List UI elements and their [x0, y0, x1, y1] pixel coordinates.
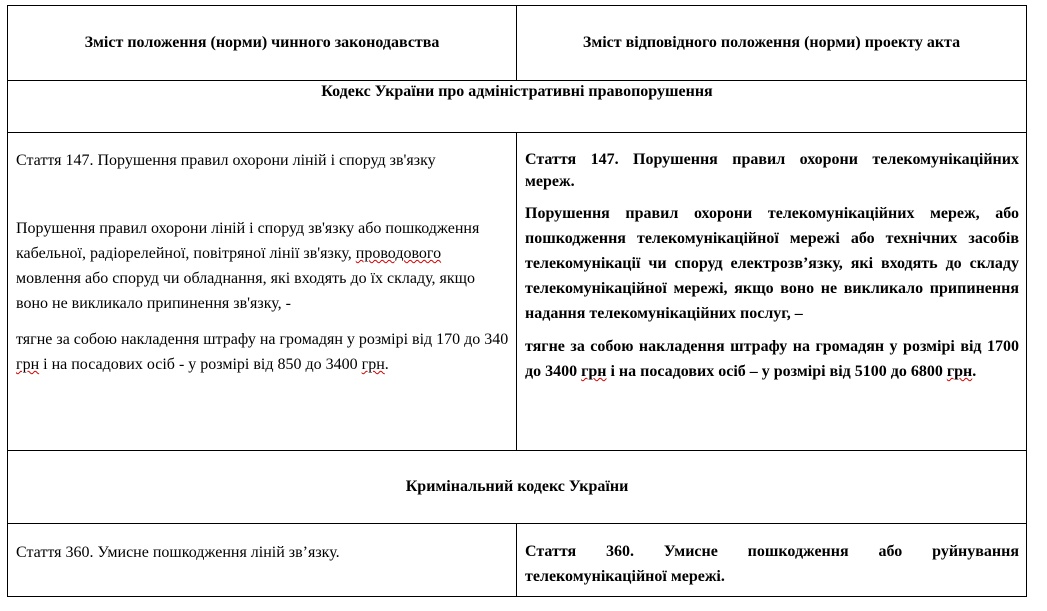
section-title-admin-code: Кодекс України про адміністративні правопорушення — [8, 81, 1027, 133]
current-article-147-title: Стаття 147. Порушення правил охорони ліній і споруд зв'язку — [16, 152, 436, 169]
proposed-article-360-title: Стаття 360. Умисне пошкодження або руйнування телекомунікаційної мережі. — [525, 543, 1019, 585]
proposed-article-147-para1: Порушення правил охорони телекомунікаційних мереж, або пошкодження телекомунікаційної мережі або технічних засобів телекомунікації чи споруд електрозв’язку, які входять до складу телекомунікаційної мережі, якщо воно не викликало припинення надання телекомунікаційних послуг, – — [525, 205, 1019, 322]
header-current-law: Зміст положення (норми) чинного законодавства — [8, 6, 517, 81]
current-article-360-title: Стаття 360. Умисне пошкодження ліній зв’язку. — [16, 544, 340, 561]
section-title-criminal-code: Кримінальний кодекс України — [8, 451, 1027, 524]
current-article-360-cell — [8, 524, 517, 597]
current-article-147-para2: тягне за собою накладення штрафу на громадян у розмірі від 170 до 340 грн і на посадових осіб - у розмірі від 850 до 3400 грн. — [16, 331, 509, 373]
table-header-row — [8, 6, 1027, 81]
cut-off-heading — [0, 0, 1047, 3]
table-row-article-360 — [8, 524, 1027, 597]
proposed-article-147-title: Стаття 147. Порушення правил охорони телекомунікаційних мереж. — [525, 151, 1019, 190]
proposed-article-147-para2: тягне за собою накладення штрафу на громадян у розмірі від 1700 до 3400 грн і на посадових осіб – у розмірі від 5100 до 6800 грн. — [525, 338, 1019, 380]
proposed-article-360-cell — [517, 524, 1027, 597]
comparison-table — [7, 5, 1027, 597]
current-article-147-para1: Порушення правил охорони ліній і споруд зв'язку або пошкодження кабельної, радіорелейної, повітряної лінії зв'язку, проводового мовлення або споруд чи обладнання, які входять до їх складу, якщо воно не викликало припинення зв'язку, - — [16, 220, 480, 312]
proposed-article-147-cell — [517, 133, 1027, 451]
section-row-admin-code — [8, 81, 1027, 133]
section-row-criminal-code — [8, 451, 1027, 524]
current-article-147-cell — [8, 133, 517, 451]
header-draft-act: Зміст відповідного положення (норми) проекту акта — [517, 6, 1027, 81]
table-row-article-147 — [8, 133, 1027, 451]
